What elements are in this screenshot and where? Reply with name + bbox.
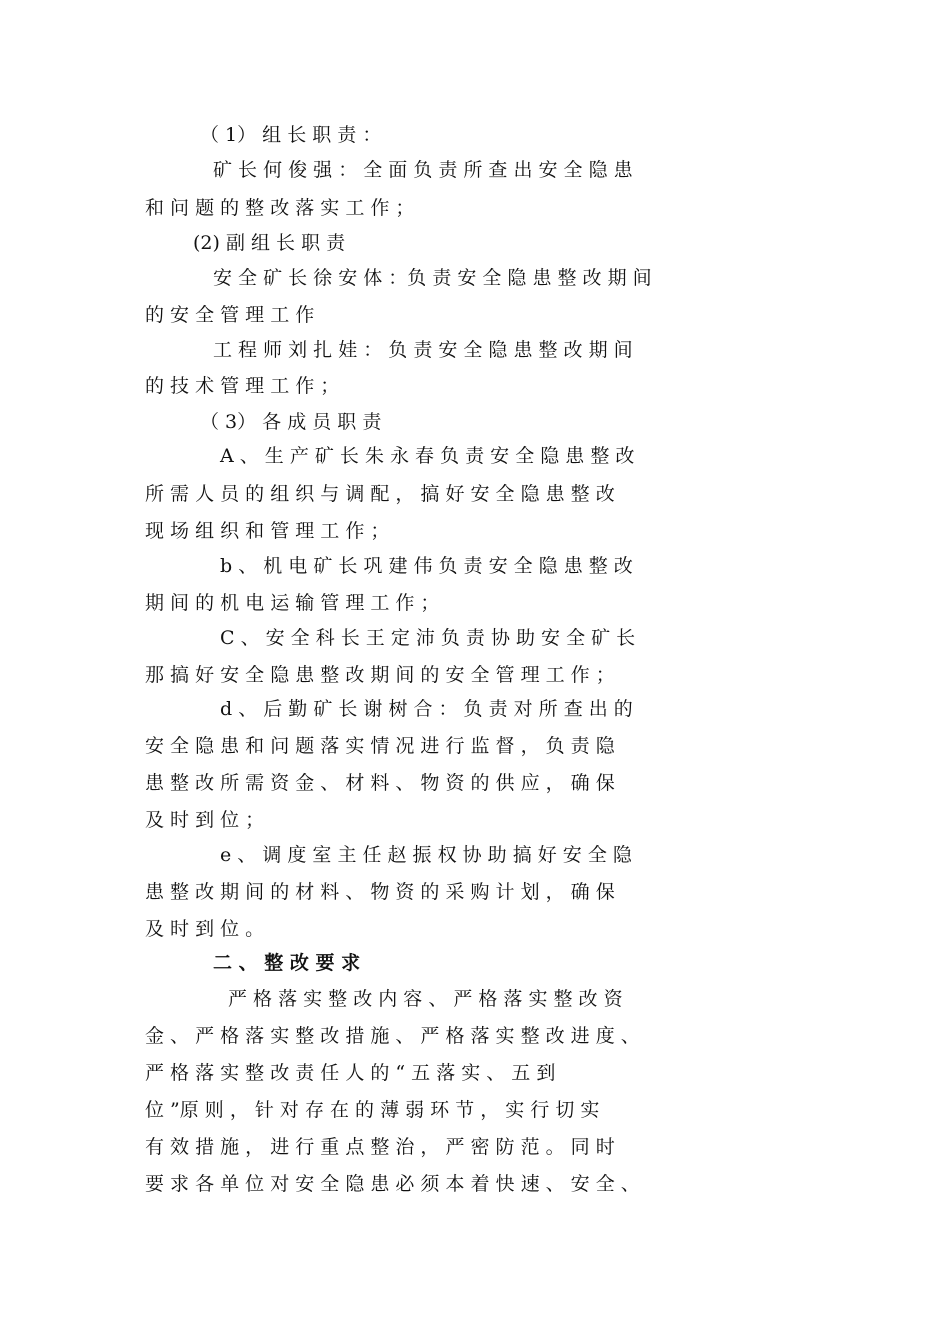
text-line-10: A 、 生 产 矿 长 朱 永 春 负 责 安 全 隐 患 整 改 — [220, 445, 635, 467]
text-line-23: 及 时 到 位 。 — [145, 918, 265, 940]
text-line-13: b 、 机 电 矿 长 巩 建 伟 负 责 安 全 隐 患 整 改 — [220, 555, 633, 577]
text-line-18: 安 全 隐 患 和 问 题 落 实 情 况 进 行 监 督 ， 负 责 隐 — [145, 735, 615, 757]
text-line-12: 现 场 组 织 和 管 理 工 作 ； — [145, 520, 390, 542]
text-line-25: 严 格 落 实 整 改 内 容 、 严 格 落 实 整 改 资 — [228, 988, 623, 1010]
text-line-2: 矿 长 何 俊 强 ： 全 面 负 责 所 查 出 安 全 隐 患 — [213, 159, 633, 181]
text-line-30: 要 求 各 单 位 对 安 全 隐 患 必 须 本 着 快 速 、 安 全 、 — [145, 1173, 640, 1195]
text-line-8: 的 技 术 管 理 工 作 ； — [145, 375, 340, 397]
text-line-16: 那 搞 好 安 全 隐 患 整 改 期 间 的 安 全 管 理 工 作 ； — [145, 664, 615, 686]
text-line-7: 工 程 师 刘 扎 娃 ： 负 责 安 全 隐 患 整 改 期 间 — [213, 339, 633, 361]
text-line-22: 患 整 改 期 间 的 材 料 、 物 资 的 采 购 计 划 ， 确 保 — [145, 881, 615, 903]
text-line-6: 的 安 全 管 理 工 作 — [145, 304, 315, 326]
text-line-4: (2) 副 组 长 职 责 — [193, 232, 346, 254]
text-line-19: 患 整 改 所 需 资 金 、 材 料 、 物 资 的 供 应 ， 确 保 — [145, 772, 615, 794]
text-line-28: 位 ”原 则 ， 针 对 存 在 的 薄 弱 环 节 ， 实 行 切 实 — [145, 1099, 600, 1121]
text-line-1: （ 1） 组 长 职 责 ： — [200, 124, 382, 146]
text-line-27: 严 格 落 实 整 改 责 任 人 的 “ 五 落 实 、 五 到 — [145, 1062, 556, 1084]
text-line-14: 期 间 的 机 电 运 输 管 理 工 作 ； — [145, 592, 440, 614]
text-line-20: 及 时 到 位 ； — [145, 809, 265, 831]
text-line-11: 所 需 人 员 的 组 织 与 调 配 ， 搞 好 安 全 隐 患 整 改 — [145, 483, 615, 505]
text-line-5: 安 全 矿 长 徐 安 体 ：负 责 安 全 隐 患 整 改 期 间 — [213, 267, 652, 289]
text-line-15: C 、 安 全 科 长 王 定 沛 负 责 协 助 安 全 矿 长 — [220, 627, 636, 649]
text-line-21: e 、 调 度 室 主 任 赵 振 权 协 助 搞 好 安 全 隐 — [220, 844, 632, 866]
text-line-29: 有 效 措 施 ， 进 行 重 点 整 治 ， 严 密 防 范 。 同 时 — [145, 1136, 615, 1158]
text-line-26: 金 、 严 格 落 实 整 改 措 施 、 严 格 落 实 整 改 进 度 、 — [145, 1025, 640, 1047]
text-line-3: 和 问 题 的 整 改 落 实 工 作 ； — [145, 197, 415, 219]
text-line-9: （ 3） 各 成 员 职 责 — [200, 411, 382, 433]
text-line-17: d 、 后 勤 矿 长 谢 树 合 ： 负 责 对 所 查 出 的 — [220, 698, 633, 720]
section-heading: 二 、 整 改 要 求 — [213, 952, 361, 974]
